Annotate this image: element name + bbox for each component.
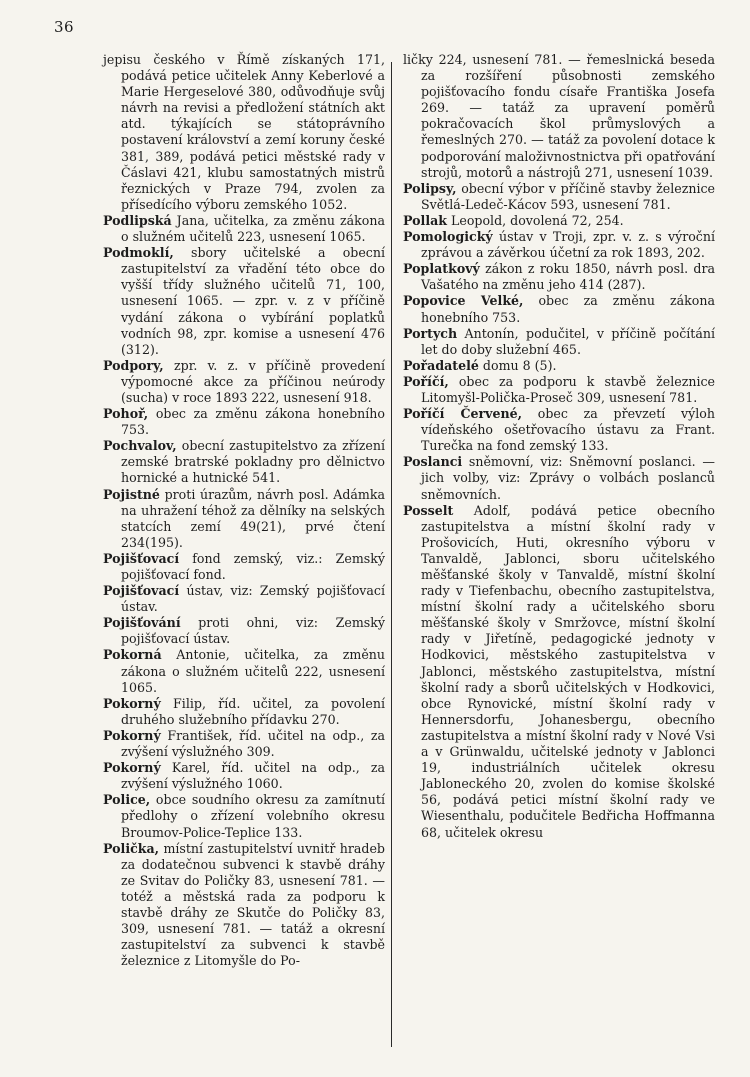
entry-heading: Polička, <box>103 840 160 856</box>
entry-text: domu 8 (5). <box>478 357 557 373</box>
index-entry <box>103 615 385 647</box>
entry-heading: Poříčí, <box>403 373 449 389</box>
index-entry <box>403 293 715 325</box>
entry-heading: Pořadatelé <box>403 357 479 373</box>
entry-heading: Pokorná <box>103 647 162 663</box>
right-column <box>403 52 715 841</box>
entry-text: sněmovní, viz: Sněmovní poslanci. — jich volby, viz: Zprávy o volbách poslanců sněmovních. <box>421 454 715 502</box>
index-entry <box>103 406 385 438</box>
entry-heading: Pokorný <box>103 695 161 711</box>
entry-text: místní zastupitelství uvnitř hradeb za dodatečnou subvenci k stavbě dráhy ze Svitav do Poličky 83, usnesení 781. — totéž a městská rada za podporu k stavbě dráhy ze Skutče do Poličky 83, 309, usnesení 781. — tatáž a okresní zastupitelství za subvenci k stavbě železnice z Litomyšle do Po- <box>121 840 385 969</box>
entry-heading: Pojistné <box>103 486 160 502</box>
entry-text: obecní zastupitelstvo za zřízení zemské bratrské pokladny pro dělnictvo hornické a hutnické 541. <box>121 438 385 486</box>
entry-text: fond zemský, viz.: Zemský pojišťovací fond. <box>121 550 385 582</box>
entry-heading: Police, <box>103 792 151 808</box>
index-entry <box>103 696 385 728</box>
entry-text: obec za převzetí výloh vídeňského ošetřovacího ústavu za Frant. Turečka na fond zemský 133. <box>421 406 715 454</box>
entry-text: ústav v Troji, zpr. v. z. s výroční zprávou a závěrkou účetní za rok 1893, 202. <box>421 229 715 261</box>
index-entry <box>103 583 385 615</box>
entry-heading: Poslanci <box>403 454 463 470</box>
index-entry <box>103 841 385 970</box>
entry-text: sbory učitelské a obecní zastupitelství za vřadění této obce do vyšší třídy služného učitelů 71, 100, usnesení 1065. — zpr. v. z v příčině vydání zákona o vybírání poplatků vodních 98, zpr. komise a usnesení 476 (312). <box>121 245 385 357</box>
entry-text: ličky 224, usnesení 781. — řemeslnická beseda za rozšíření působnosti zemského pojišťovacího fondu císaře Františka Josefa 269. — tatáž za upravení poměrů pokračovacích škol průmyslových a řemeslných 270. — tatáž za povolení dotace k podporování maloživnostnictva při opatřování strojů, motorů a nástrojů 271, usnesení 1039. <box>403 52 715 180</box>
index-entry <box>103 358 385 406</box>
index-entry <box>403 374 715 406</box>
index-entry <box>103 551 385 583</box>
entry-heading: Podmoklí, <box>103 245 174 261</box>
entry-heading: Pochvalov, <box>103 438 177 454</box>
index-entry <box>403 454 715 502</box>
entry-heading: Posselt <box>403 502 454 518</box>
entry-text: Antonín, podučitel, v příčině počítání let do doby služební 465. <box>421 325 715 357</box>
index-entry <box>403 229 715 261</box>
entry-text: Filip, říd. učitel, za povolení druhého služebního přídavku 270. <box>121 695 385 727</box>
entry-heading: Pokorný <box>103 727 161 743</box>
index-entry <box>103 760 385 792</box>
entry-text: Leopold, dovolená 72, 254. <box>447 212 624 228</box>
index-entry <box>103 792 385 840</box>
entry-text: proti ohni, viz: Zemský pojišťovací ústav. <box>121 615 385 647</box>
index-entry <box>103 213 385 245</box>
entry-text: obec za podporu k stavbě železnice Litomyšl-Polička-Proseč 309, usnesení 781. <box>421 373 715 405</box>
entry-heading: Podpory, <box>103 357 164 373</box>
entry-text: proti úrazům, návrh posl. Adámka na uhražení téhož za dělníky na selských statcích zemí 49(21), prvé čtení 234(195). <box>121 486 385 550</box>
index-entry <box>103 487 385 551</box>
entry-text: jepisu českého v Římě získaných 171, podává petice učitelek Anny Keberlové a Marie Hergeselové 380, odůvodňuje svůj návrh na revisi a předložení státních akt atd. týkajících se státoprávního postavení království a zemí koruny české 381, 389, podává petici městské rady v Čáslavi 421, klubu samostatných mistrů řeznických v Praze 794, zvolen za přísedícího výboru zemského 1052. <box>103 52 385 212</box>
index-entry <box>403 261 715 293</box>
left-column <box>103 52 385 969</box>
entry-heading: Pohoř, <box>103 406 149 422</box>
entry-text: Antonie, učitelka, za změnu zákona o služném učitelů 222, usnesení 1065. <box>121 647 385 695</box>
entry-text: František, říd. učitel na odp., za zvýšení výslužného 309. <box>121 727 385 760</box>
entry-heading: Popovice Velké, <box>403 293 524 309</box>
entry-heading: Pollak <box>403 212 447 228</box>
index-entry <box>103 245 385 358</box>
index-entry <box>103 438 385 486</box>
entry-text: Jana, učitelka, za změnu zákona o služném učitelů 223, usnesení 1065. <box>121 212 385 245</box>
column-divider <box>391 62 392 1047</box>
entry-heading: Pojišťování <box>103 615 181 631</box>
entry-heading: Poplatkový <box>403 261 480 277</box>
index-entry <box>403 406 715 454</box>
entry-heading: Podlipská <box>103 212 172 228</box>
entry-heading: Pokorný <box>103 760 161 776</box>
entry-text: obce soudního okresu za zamítnutí předlohy o zřízení volebního okresu Broumov-Police-Teplice 133. <box>121 792 385 840</box>
page-number: 36 <box>54 18 75 36</box>
entry-text: ústav, viz: Zemský pojišťovací ústav. <box>121 583 385 615</box>
entry-text: obec za změnu zákona honebního 753. <box>121 406 385 438</box>
entry-text: Adolf, podává petice obecního zastupitelstva a místní školní rady v Prošovicích, Huti, okresního výboru v Tanvaldě, Jablonci, sboru učitelského měšťanské školy v Tanvaldě, místní školní rady v Tiefenbachu, obecního zastupitelstva, místní školní rady a učitelského sboru měšťanské školy v Smržovce, místní školní rady v Jiřetíně, pedagogické jednoty v Hodkovici, městského zastupitelstva v Jablonci, městského zastupitelstva, místní školní rady a sborů učitelských v Hodkovici, obce Rynovické, místní školní rady v Hennersdorfu, Johanesbergu, obecního zastupitelstva a místní školní rady v Nové Vsi a v Grünwaldu, učitelské jednoty v Jablonci 19, industriálních učitelek okresu Jabloneckého 20, zvolen do komise školské 56, podává petici místní školní rady ve Wiesenthalu, podučitele Bedřicha Hoffmanna 68, učitelek okresu <box>421 502 715 840</box>
entry-heading: Pojišťovací <box>103 550 180 566</box>
entry-text: zákon z roku 1850, návrh posl. dra Vašatého na změnu jeho 414 (287). <box>421 261 715 293</box>
entry-heading: Portych <box>403 325 458 341</box>
index-entry <box>403 358 715 374</box>
index-entry <box>403 181 715 213</box>
entry-text: obecní výbor v příčině stavby železnice Světlá-Ledeč-Kácov 593, usnesení 781. <box>421 180 715 212</box>
entry-heading: Pomologický <box>403 229 493 245</box>
entry-text: Karel, říd. učitel na odp., za zvýšení výslužného 1060. <box>121 760 385 792</box>
index-entry <box>103 647 385 695</box>
index-entry <box>403 213 715 229</box>
index-entry <box>103 52 385 213</box>
index-entry <box>403 503 715 841</box>
entry-text: obec za změnu zákona honebního 753. <box>421 293 715 325</box>
entry-heading: Polipsy, <box>403 180 457 196</box>
entry-text: zpr. v. z. v příčině provedení výpomocné akce za příčinou neúrody (sucha) v roce 1893 222, usnesení 918. <box>121 357 385 405</box>
entry-heading: Poříčí Červené, <box>403 406 523 422</box>
index-entry <box>403 326 715 358</box>
entry-heading: Pojišťovací <box>103 583 180 599</box>
index-entry <box>403 52 715 181</box>
index-entry <box>103 728 385 760</box>
